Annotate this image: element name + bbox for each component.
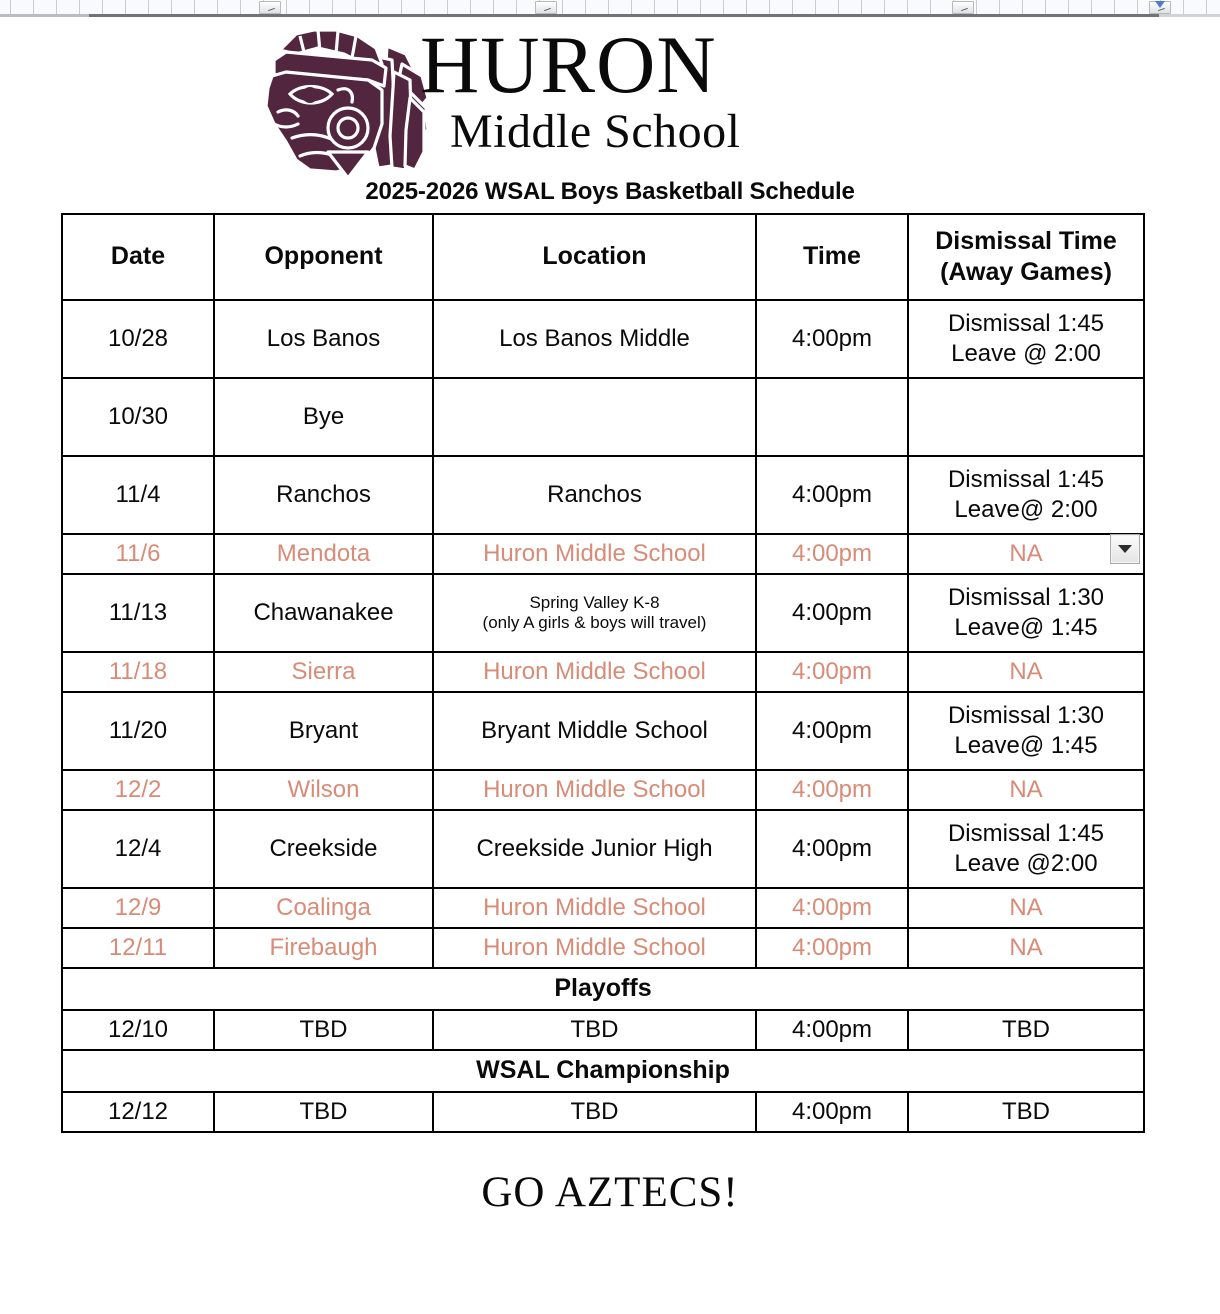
table-row — [62, 534, 1144, 574]
cell-time: 4:00pm — [756, 928, 908, 968]
ruler-tick — [79, 0, 80, 14]
table-row — [62, 300, 1144, 378]
ruler-tab-stop[interactable] — [259, 1, 281, 14]
cell-location: Ranchos — [433, 456, 756, 534]
table-row — [62, 574, 1144, 652]
ruler-tick — [884, 0, 885, 14]
ruler-tick — [792, 0, 793, 14]
table-row — [62, 456, 1144, 534]
cell-location: Creekside Junior High — [433, 810, 756, 888]
dismissal-line-2: Leave @ 2:00 — [951, 340, 1101, 367]
ruler-tick — [148, 0, 149, 14]
cell-location: Bryant Middle School — [433, 692, 756, 770]
cell-opponent: Creekside — [214, 810, 433, 888]
cell-time: 4:00pm — [756, 888, 908, 928]
ruler-tick — [654, 0, 655, 14]
cell-dismissal — [908, 810, 1144, 888]
ruler-tick — [355, 0, 356, 14]
cell-date: 10/28 — [62, 300, 214, 378]
ruler-tick — [815, 0, 816, 14]
cell-time: 4:00pm — [756, 1092, 908, 1132]
cell-date: 12/12 — [62, 1092, 214, 1132]
ruler-tick — [493, 0, 494, 14]
cell-location: Huron Middle School — [433, 652, 756, 692]
ruler-tick — [470, 0, 471, 14]
cell-time: 4:00pm — [756, 652, 908, 692]
column-header-opponent: Opponent — [214, 214, 433, 300]
cell-time — [756, 378, 908, 456]
ruler-tick — [1068, 0, 1069, 14]
ruler-tick — [930, 0, 931, 14]
cell-opponent: Sierra — [214, 652, 433, 692]
dismissal-header-line2: (Away Games) — [940, 258, 1112, 286]
school-wordmark — [420, 19, 840, 172]
table-header-row — [62, 214, 1144, 300]
ruler-tick — [332, 0, 333, 14]
ruler-tick — [1022, 0, 1023, 14]
cell-location: Huron Middle School — [433, 770, 756, 810]
dismissal-line-2: Leave @2:00 — [954, 850, 1098, 877]
section-championship-label: WSAL Championship — [62, 1050, 1144, 1092]
cell-location: Huron Middle School — [433, 928, 756, 968]
cell-location: Huron Middle School — [433, 534, 756, 574]
section-playoffs-label: Playoffs — [62, 968, 1144, 1010]
section-championship — [62, 1050, 1144, 1092]
ruler-track[interactable] — [0, 0, 1220, 14]
ruler-tick — [1091, 0, 1092, 14]
table-row — [62, 652, 1144, 692]
cell-dismissal: NA — [908, 888, 1144, 928]
location-note: (only A girls & boys will travel) — [482, 613, 707, 632]
ruler-tick — [33, 0, 34, 14]
cell-dismissal: TBD — [908, 1092, 1144, 1132]
cell-time: 4:00pm — [756, 692, 908, 770]
letterhead — [0, 14, 1220, 179]
section-playoffs — [62, 968, 1144, 1010]
dismissal-line-1: Dismissal 1:30 — [947, 702, 1105, 729]
table-row — [62, 810, 1144, 888]
location-venue: Spring Valley K-8 — [529, 592, 660, 612]
cell-dismissal — [908, 300, 1144, 378]
ruler-tick — [240, 0, 241, 14]
dismissal-line-1: Dismissal 1:30 — [947, 584, 1105, 611]
ruler-tick — [976, 0, 977, 14]
wordmark-middle-school: Middle School — [450, 105, 741, 158]
cell-date: 11/13 — [62, 574, 214, 652]
cell-opponent: TBD — [214, 1010, 433, 1050]
column-header-location: Location — [433, 214, 756, 300]
ruler-tick — [401, 0, 402, 14]
table-row — [62, 378, 1144, 456]
cell-location: Los Banos Middle — [433, 300, 756, 378]
dismissal-line-2: Leave@ 1:45 — [954, 614, 1098, 641]
cell-opponent: Coalinga — [214, 888, 433, 928]
cell-opponent: Mendota — [214, 534, 433, 574]
cell-date: 10/30 — [62, 378, 214, 456]
ruler-tick — [585, 0, 586, 14]
ruler-tick — [1206, 0, 1207, 14]
cell-dismissal: TBD — [908, 1010, 1144, 1050]
dismissal-line-2: Leave@ 1:45 — [954, 732, 1098, 759]
ruler-tick — [631, 0, 632, 14]
cell-date: 11/4 — [62, 456, 214, 534]
dismissal-line-1: Dismissal 1:45 — [947, 466, 1105, 493]
cell-location: TBD — [433, 1092, 756, 1132]
ruler-tab-stop[interactable] — [952, 1, 974, 14]
cell-time: 4:00pm — [756, 300, 908, 378]
table-row-playoff — [62, 1010, 1144, 1050]
ruler-tick — [700, 0, 701, 14]
ruler-tick — [171, 0, 172, 14]
cell-location: TBD — [433, 1010, 756, 1050]
ruler-tick — [769, 0, 770, 14]
ruler-tick — [194, 0, 195, 14]
cell-location: Huron Middle School — [433, 888, 756, 928]
ruler-indent-marker[interactable] — [1155, 1, 1165, 8]
ruler-tick — [309, 0, 310, 14]
cell-date: 12/4 — [62, 810, 214, 888]
cell-opponent: TBD — [214, 1092, 433, 1132]
table-row — [62, 928, 1144, 968]
ruler-tick — [608, 0, 609, 14]
cell-opponent: Firebaugh — [214, 928, 433, 968]
cell-time: 4:00pm — [756, 534, 908, 574]
ruler-tick — [10, 0, 11, 14]
ruler-tick — [56, 0, 57, 14]
table-row — [62, 770, 1144, 810]
wordmark-huron: HURON — [420, 19, 717, 110]
cell-dismissal: NA — [908, 534, 1144, 574]
page-title: 2025-2026 WSAL Boys Basketball Schedule — [365, 178, 855, 205]
cell-time: 4:00pm — [756, 810, 908, 888]
ruler-tick — [217, 0, 218, 14]
table-row — [62, 692, 1144, 770]
cell-dismissal: NA — [908, 770, 1144, 810]
ruler-tick — [907, 0, 908, 14]
ruler-tick — [677, 0, 678, 14]
ruler-tick — [447, 0, 448, 14]
cell-date: 12/10 — [62, 1010, 214, 1050]
cell-opponent: Bryant — [214, 692, 433, 770]
column-header-time: Time — [756, 214, 908, 300]
ruler-tick — [838, 0, 839, 14]
column-header-date: Date — [62, 214, 214, 300]
ruler-tick — [723, 0, 724, 14]
cell-location — [433, 574, 756, 652]
ruler-tick — [746, 0, 747, 14]
cell-time: 4:00pm — [756, 456, 908, 534]
ruler-tick — [1137, 0, 1138, 14]
dismissal-header-line1: Dismissal Time — [935, 226, 1117, 255]
ruler-tick — [1183, 0, 1184, 14]
chevron-down-glyph — [1118, 545, 1132, 553]
cell-opponent: Chawanakee — [214, 574, 433, 652]
cell-date: 12/9 — [62, 888, 214, 928]
cell-location — [433, 378, 756, 456]
cell-dismissal — [908, 456, 1144, 534]
ruler-tick — [861, 0, 862, 14]
cell-dismissal — [908, 692, 1144, 770]
ruler-tick — [999, 0, 1000, 14]
cell-date: 11/20 — [62, 692, 214, 770]
ruler-tick — [516, 0, 517, 14]
dismissal-line-1: Dismissal 1:45 — [947, 310, 1105, 337]
ruler-tick — [562, 0, 563, 14]
cell-opponent: Ranchos — [214, 456, 433, 534]
cell-dismissal: NA — [908, 928, 1144, 968]
cell-date: 11/6 — [62, 534, 214, 574]
huron-aztec-head-logo — [256, 20, 436, 178]
schedule-table — [61, 213, 1145, 1133]
cell-dismissal — [908, 574, 1144, 652]
cell-time: 4:00pm — [756, 574, 908, 652]
ruler-tick — [1114, 0, 1115, 14]
table-row — [62, 888, 1144, 928]
cell-dismissal — [908, 378, 1144, 456]
column-header-dismissal-time — [908, 214, 1144, 300]
dismissal-line-2: Leave@ 2:00 — [954, 496, 1098, 523]
cell-dismissal: NA — [908, 652, 1144, 692]
cell-time: 4:00pm — [756, 770, 908, 810]
chevron-down-icon[interactable] — [1110, 534, 1140, 564]
cell-opponent: Wilson — [214, 770, 433, 810]
ruler-tick — [286, 0, 287, 14]
table-row-championship — [62, 1092, 1144, 1132]
footer-cheer: GO AZTECS! — [481, 1169, 739, 1216]
cell-opponent: Bye — [214, 378, 433, 456]
ruler-tick — [102, 0, 103, 14]
ruler-tick — [378, 0, 379, 14]
ruler-tick — [125, 0, 126, 14]
ruler-tab-stop[interactable] — [535, 1, 557, 14]
cell-date: 11/18 — [62, 652, 214, 692]
cell-date: 12/11 — [62, 928, 214, 968]
ruler-tick — [1045, 0, 1046, 14]
dismissal-line-1: Dismissal 1:45 — [947, 820, 1105, 847]
cell-opponent: Los Banos — [214, 300, 433, 378]
cell-time: 4:00pm — [756, 1010, 908, 1050]
ruler-tick — [424, 0, 425, 14]
cell-date: 12/2 — [62, 770, 214, 810]
